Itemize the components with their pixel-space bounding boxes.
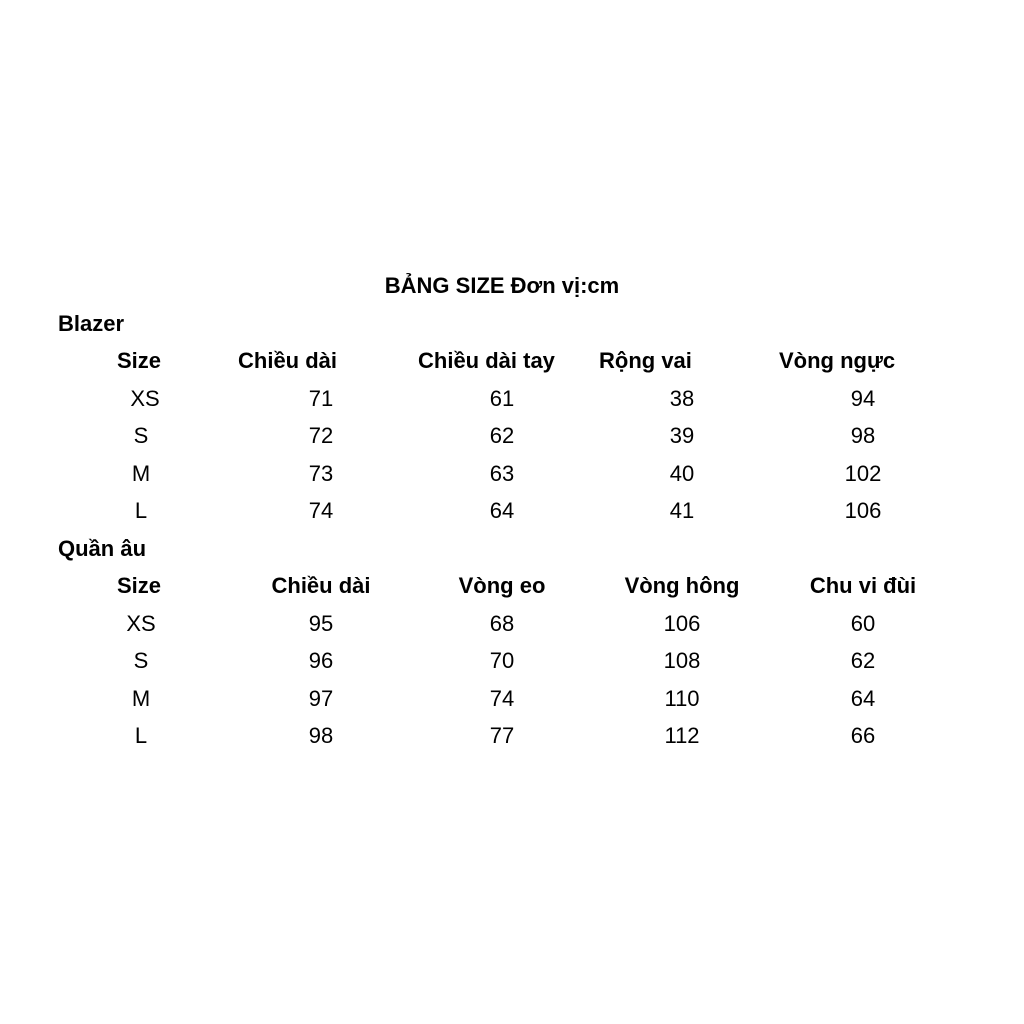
column-header: Vòng eo xyxy=(458,573,546,598)
table-cell: 64 xyxy=(850,686,876,711)
table-cell: 39 xyxy=(669,423,695,448)
table-cell: 108 xyxy=(663,648,701,673)
table-cell: 106 xyxy=(844,498,882,523)
table-cell: 70 xyxy=(489,648,515,673)
table-cell: M xyxy=(131,461,151,486)
table-cell: 66 xyxy=(850,723,876,748)
column-header: Chiều dài xyxy=(238,348,338,373)
table-cell: 62 xyxy=(489,423,515,448)
section-title-quan-au: Quần âu xyxy=(58,536,147,561)
table-cell: 40 xyxy=(669,461,695,486)
table-cell: 74 xyxy=(308,498,334,523)
column-header: Vòng hông xyxy=(624,573,740,598)
table-cell: 110 xyxy=(664,686,700,711)
table-cell: 102 xyxy=(844,461,882,486)
table-cell: 112 xyxy=(664,723,700,748)
table-cell: 61 xyxy=(489,386,515,411)
table-cell: 94 xyxy=(850,386,876,411)
table-cell: XS xyxy=(130,386,160,411)
table-cell: 96 xyxy=(308,648,334,673)
column-header: Rộng vai xyxy=(599,348,692,373)
column-header: Chu vi đùi xyxy=(809,573,917,598)
table-cell: 73 xyxy=(308,461,334,486)
page-title: BẢNG SIZE Đơn vị:cm xyxy=(384,273,620,298)
table-cell: 97 xyxy=(308,686,334,711)
table-cell: 63 xyxy=(489,461,515,486)
table-cell: XS xyxy=(126,611,156,636)
table-cell: 106 xyxy=(663,611,701,636)
table-cell: 98 xyxy=(850,423,876,448)
table-cell: 95 xyxy=(308,611,334,636)
table-cell: L xyxy=(134,498,148,523)
table-cell: S xyxy=(133,423,149,448)
column-header: Size xyxy=(117,348,162,373)
column-header: Chiều dài xyxy=(271,573,371,598)
table-cell: 72 xyxy=(308,423,334,448)
column-header: Vòng ngực xyxy=(779,348,896,373)
table-cell: 38 xyxy=(669,386,695,411)
table-cell: 60 xyxy=(850,611,876,636)
table-cell: 98 xyxy=(308,723,334,748)
table-cell: 68 xyxy=(489,611,515,636)
column-header: Chiều dài tay xyxy=(418,348,555,373)
table-cell: 77 xyxy=(489,723,515,748)
section-title-blazer: Blazer xyxy=(58,311,125,336)
table-cell: L xyxy=(134,723,148,748)
table-cell: 71 xyxy=(308,386,334,411)
table-cell: 74 xyxy=(489,686,515,711)
table-cell: 62 xyxy=(850,648,876,673)
table-cell: M xyxy=(131,686,151,711)
table-cell: 41 xyxy=(669,498,695,523)
column-header: Size xyxy=(117,573,162,598)
table-cell: S xyxy=(133,648,149,673)
table-cell: 64 xyxy=(489,498,515,523)
